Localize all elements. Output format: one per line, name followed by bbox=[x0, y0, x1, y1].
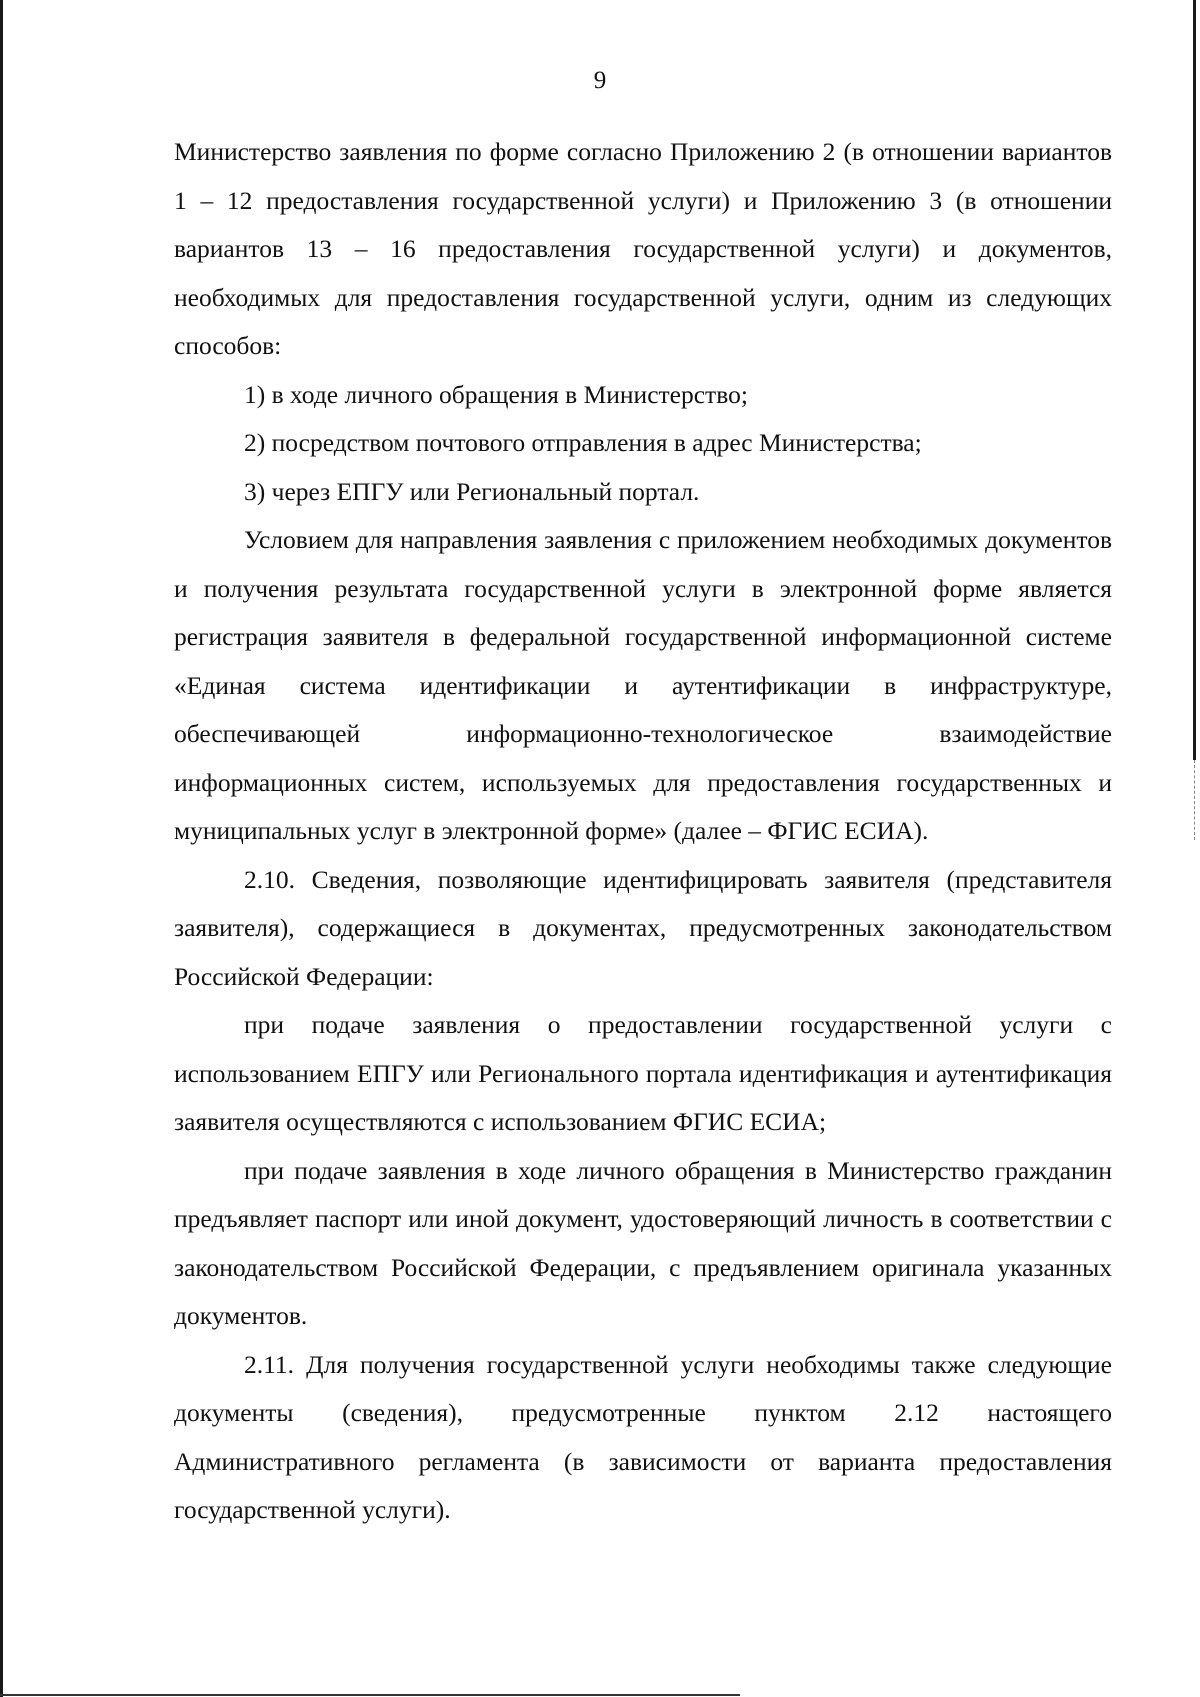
scan-left-edge bbox=[0, 0, 3, 1697]
list-item-personal-visit: 1) в ходе личного обращения в Министерство; bbox=[244, 379, 748, 409]
scan-right-edge bbox=[1193, 0, 1196, 760]
scan-right-edge-trace bbox=[1194, 760, 1196, 840]
paragraph-esia-registration: Условием для направления заявления с приложением необходимых документов и получения результата государственной услуги в электронной форме является регистрация заявителя в федеральной государственной информационной системе «Единая система идентификации и аутентификации в инфраструктуре, обеспечивающей информационно-технологическое взаимодействие информационных систем, используемых для предоставления государственных и муниципальных услуг в электронной форме» (далее – ФГИС ЕСИА). bbox=[174, 525, 1112, 845]
scan-bottom-edge bbox=[0, 1694, 740, 1696]
paragraph-online-identification: при подаче заявления о предоставлении государственной услуги с использованием ЕПГУ или Регионального портала идентификация и аутентификация заявителя осуществляются с использованием ФГИС ЕСИА; bbox=[174, 1010, 1112, 1136]
paragraph-section-2-11: 2.11. Для получения государственной услуги необходимы также следующие документы (сведения), предусмотренные пунктом 2.12 настоящего Административного регламента (в зависимости от варианта предоставления государственной услуги). bbox=[174, 1349, 1112, 1524]
page-body bbox=[174, 128, 1112, 1535]
list-item-online-portal: 3) через ЕПГУ или Региональный портал. bbox=[244, 476, 700, 506]
list-item-postal-mail: 2) посредством почтового отправления в адрес Министерства; bbox=[244, 428, 922, 457]
paragraph-submission-methods: Министерство заявления по форме согласно Приложению 2 (в отношении вариантов 1 – 12 предоставления государственной услуги) и Приложению 3 (в отношении вариантов 13 – 16 предоставления государственной услуги) и документов, необходимых для предоставления государственной услуги, одним из следующих способов: bbox=[174, 137, 1112, 360]
paragraph-section-2-10: 2.10. Сведения, позволяющие идентифицировать заявителя (представителя заявителя), содержащиеся в документах, предусмотренных законодательством Российской Федерации: bbox=[174, 864, 1112, 991]
page-number: 9 bbox=[593, 67, 607, 94]
paragraph-in-person-identification: при подаче заявления в ходе личного обращения в Министерство гражданин предъявляет паспорт или иной документ, удостоверяющий личность в соответствии с законодательством Российской Федерации, с предъявлением оригинала указанных документов. bbox=[174, 1155, 1112, 1330]
